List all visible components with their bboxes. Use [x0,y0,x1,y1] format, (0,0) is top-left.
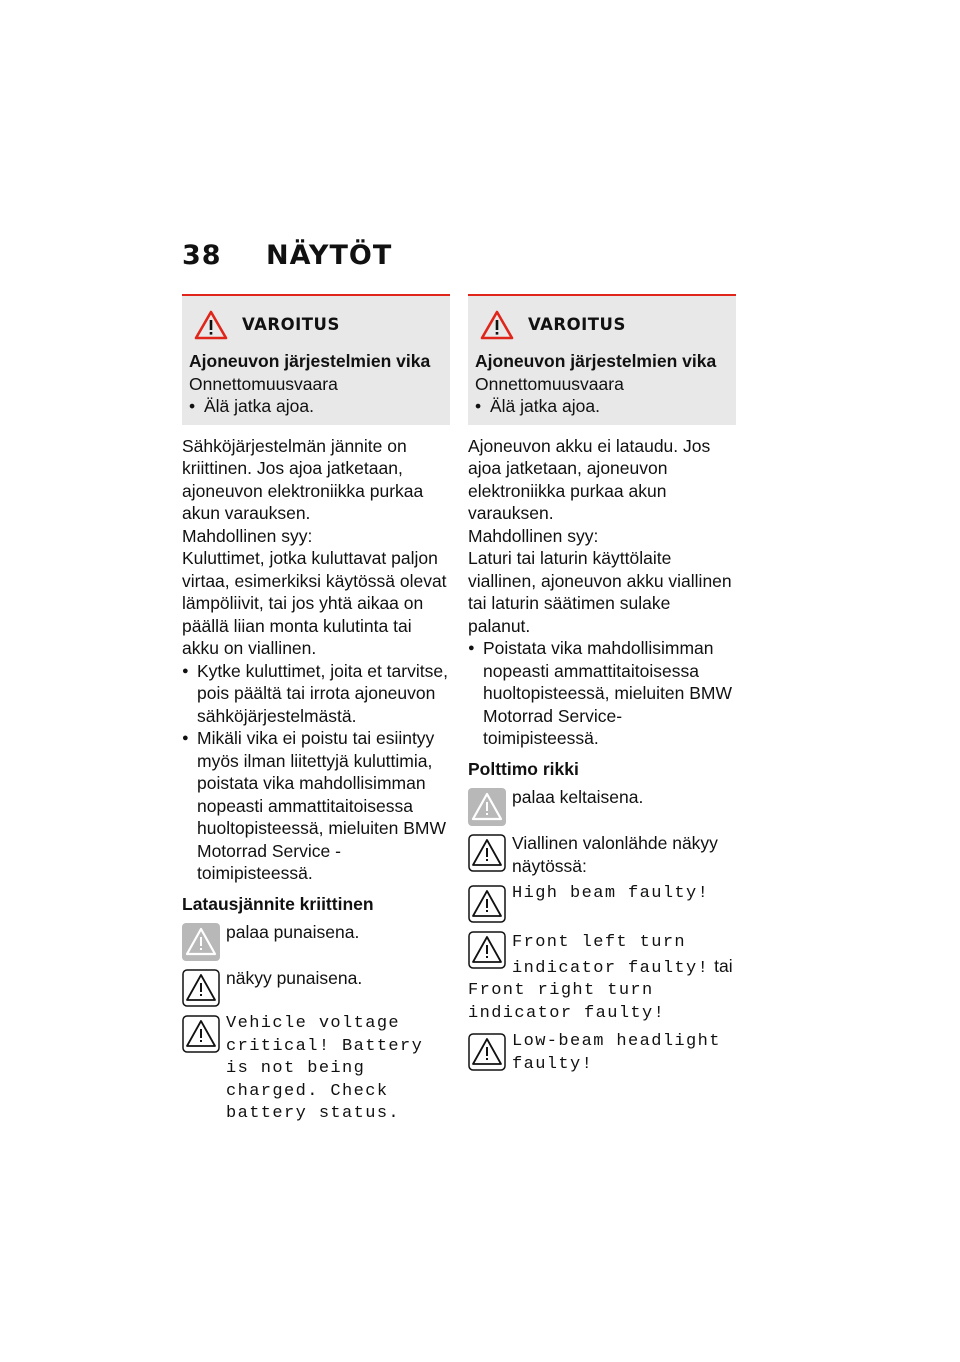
warning-subheading: Onnettomuusvaara [475,373,624,394]
warning-label: VAROITUS [528,314,626,334]
warning-box [468,294,736,425]
warning-box [182,294,450,425]
indicator-row [468,1031,736,1076]
right-column [468,294,736,1076]
warning-heading: Ajoneuvon järjestelmien vika [189,351,431,371]
section-title: Latausjännite kriittinen [182,893,374,914]
warning-triangle-icon [182,1015,220,1053]
section-title: Polttimo rikki [468,758,579,779]
warning-triangle-icon [468,931,506,969]
warning-triangle-icon [468,834,506,872]
warning-title [194,310,444,340]
page-number: 38 [182,240,222,271]
warning-triangle-icon [468,788,506,826]
cause-text: Laturi tai laturin käyttölaite viallinen, ajoneuvon akku viallinen tai laturin säätimen sulake palanut. [468,548,732,636]
warning-bullet: • Älä jatka ajoa. [189,395,444,418]
indicator-text: palaa keltaisena. [512,787,644,807]
warning-triangle-icon [468,1033,506,1071]
cause-label: Mahdollinen syy: [182,525,313,546]
warning-title [480,310,730,340]
indicator-row [182,967,450,1007]
display-message: Front left turn indicator faulty! [512,933,710,978]
warning-triangle-icon [194,310,228,340]
indicator-text: Viallinen valonlähde näkyy näytössä: [512,833,718,876]
indicator-row [468,883,736,923]
indicator-row [468,832,736,877]
list-item: ● Kytke kuluttimet, joita et tarvitse, pois päältä tai irrota ajoneuvon sähköjärjestelmästä. [182,660,450,728]
body-text: Sähköjärjestelmän jännite on kriittinen. Jos ajoa jatketaan, ajoneuvon elektroniikka purkaa akun varauksen. [182,435,424,523]
display-message: Front right turn indicator faulty! [468,981,666,1023]
list-item: ● Poistata vika mahdollisimman nopeasti ammattitaitoisessa huoltopisteessä, mieluiten BMW Motorrad Service-toimipisteessä. [468,637,736,750]
action-list [182,660,450,885]
indicator-row [468,929,736,980]
connector-word: tai [714,955,733,976]
indicator-row [182,1013,450,1126]
warning-bullet: • Älä jatka ajoa. [475,395,730,418]
page-title: NÄYTÖT [266,240,393,271]
indicator-text: näkyy punaisena. [226,968,363,988]
warning-label: VAROITUS [242,314,340,334]
warning-heading: Ajoneuvon järjestelmien vika [475,351,717,371]
left-column [182,294,450,1126]
action-list [468,637,736,750]
indicator-row [468,786,736,826]
indicator-row [182,921,450,961]
warning-triangle-icon [480,310,514,340]
display-message: Low-beam headlight faulty! [512,1032,721,1074]
indicator-text: palaa punaisena. [226,922,360,942]
indicator-text [512,929,736,980]
list-item: ● Mikäli vika ei poistu tai esiintyy myös ilman liitettyjä kuluttimia, poistata vika mahdollisimman nopeasti ammattitaitoisessa huoltopisteessä, mieluiten BMW Motorrad Service -toimipisteessä. [182,727,450,885]
display-message: Vehicle voltage critical! Battery is not being charged. Check battery status. [226,1014,424,1123]
cause-text: Kuluttimet, jotka kuluttavat paljon virtaa, esimerkiksi käytössä olevat lämpöliivit, tai jos yhtä aikaa on päällä liian monta kulutinta tai akku on viallinen. [182,548,447,658]
cause-label: Mahdollinen syy: [468,525,599,546]
page-header [182,240,392,271]
warning-subheading: Onnettomuusvaara [189,373,338,394]
warning-triangle-icon [182,923,220,961]
display-message: High beam faulty! [512,884,710,903]
warning-triangle-icon [182,969,220,1007]
body-text: Ajoneuvon akku ei lataudu. Jos ajoa jatketaan, ajoneuvon elektroniikka purkaa akun varauksen. [468,435,711,523]
warning-triangle-icon [468,885,506,923]
